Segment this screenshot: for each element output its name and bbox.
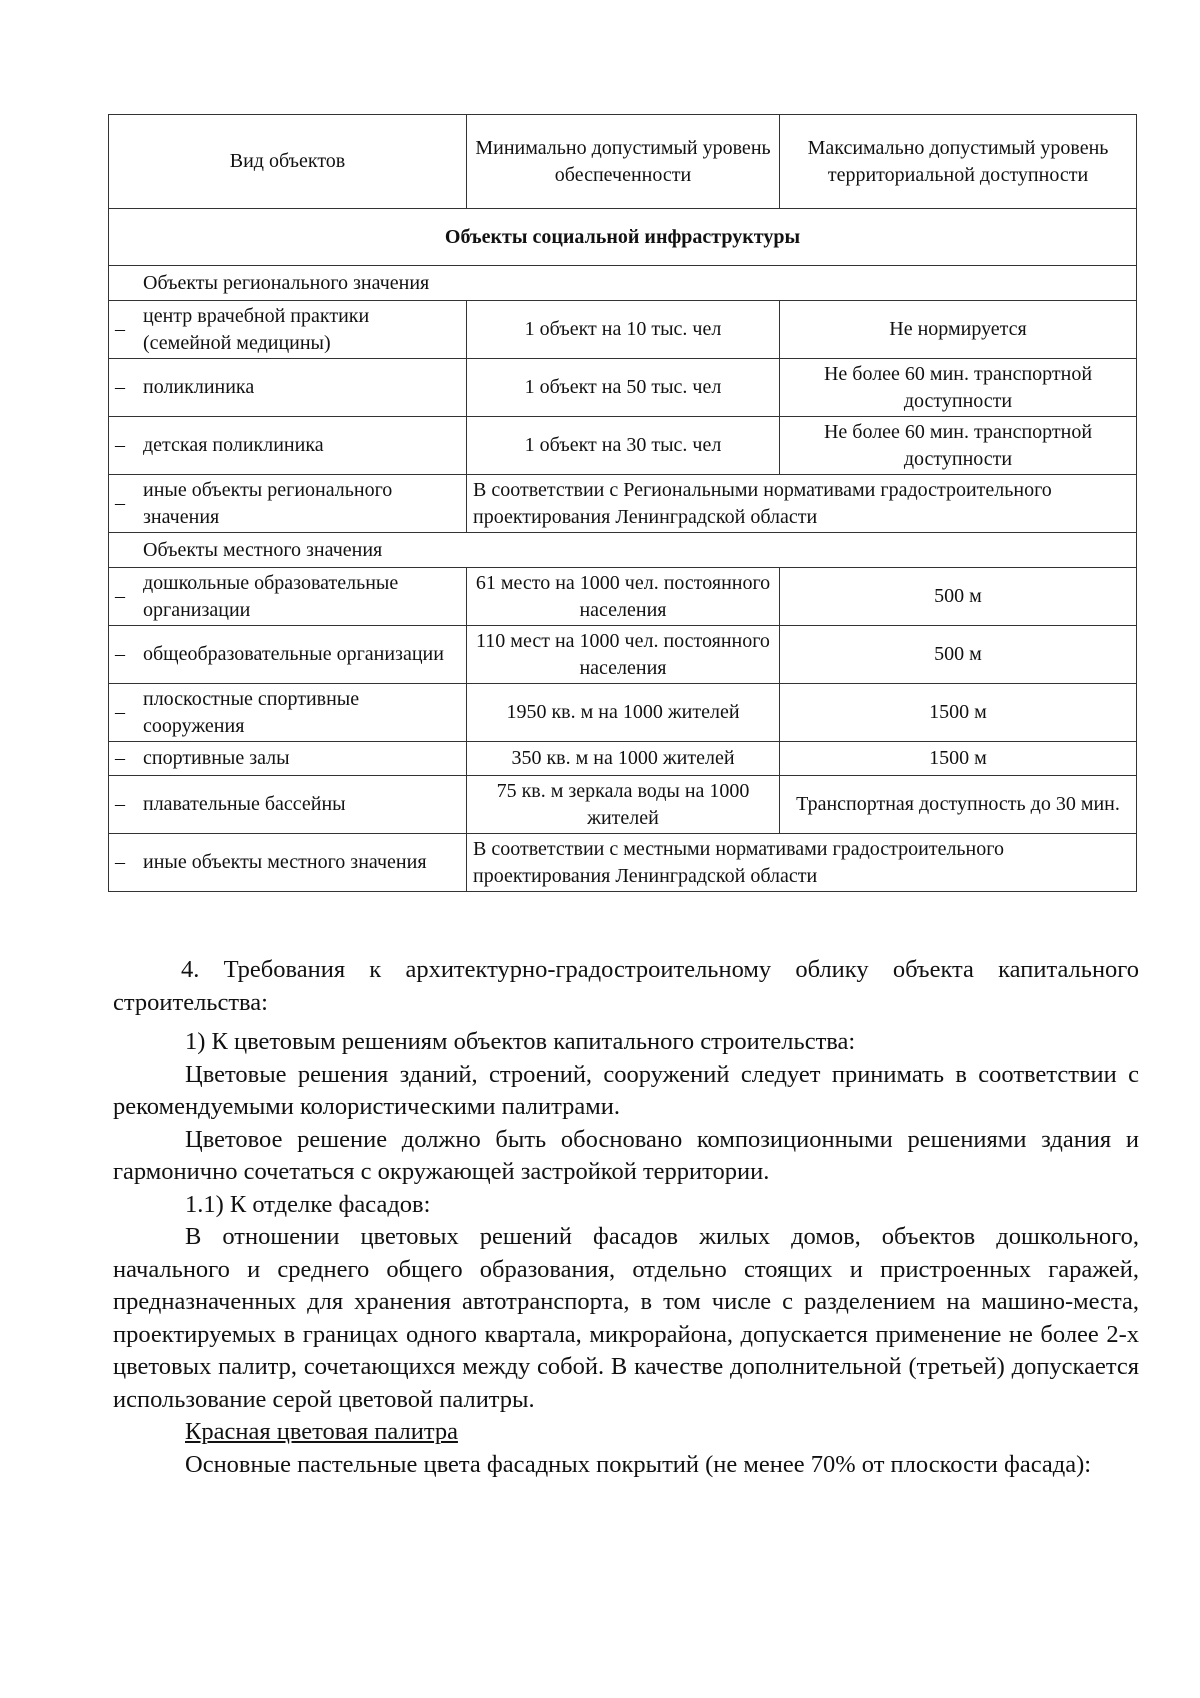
merged-requirement-cell: В соответствии с Региональными нормативами градостроительного проектирования Ленинградской области: [467, 475, 1137, 533]
object-type-label: плавательные бассейны: [143, 793, 346, 815]
object-type-item: [115, 745, 460, 772]
header-cell-min-level: Минимально допустимый уровень обеспеченности: [467, 115, 780, 209]
object-type-cell: [109, 301, 467, 359]
object-type-item: [115, 303, 460, 357]
object-type-item: [115, 849, 460, 876]
max-accessibility-cell: Не более 60 мин. транспортной доступности: [780, 417, 1137, 475]
object-type-cell: [109, 568, 467, 626]
object-type-label: спортивные залы: [143, 747, 290, 769]
object-type-cell: [109, 834, 467, 892]
min-level-cell: 61 место на 1000 чел. постоянного населения: [467, 568, 780, 626]
max-accessibility-cell: 1500 м: [780, 742, 1137, 776]
object-type-cell: [109, 742, 467, 776]
max-accessibility-cell: 500 м: [780, 568, 1137, 626]
object-type-item: [115, 570, 460, 624]
paragraph-color-justification: Цветовое решение должно быть обосновано композиционными решениями здания и гармонично сочетаться с окружающей застройкой территории.: [113, 1125, 1139, 1185]
min-level-cell: 1 объект на 10 тыс. чел: [467, 301, 780, 359]
table-section-row: [109, 209, 1137, 266]
group-title: Объекты регионального значения: [109, 266, 1137, 301]
object-type-label: дошкольные образовательные организации: [143, 571, 399, 621]
object-type-cell: [109, 417, 467, 475]
paragraph-color-solutions-heading: 1) К цветовым решениям объектов капитального строительства:: [185, 1028, 856, 1055]
paragraph-facade-palettes: В отношении цветовых решений фасадов жилых домов, объектов дошкольного, начального и среднего общего образования, отдельно стоящих и пристроенных гаражей, предназначенных для хранения автотранспорта, в том числе с разделением на машино-места, проектируемых в границах одного квартала, микрорайона, допускается применение не более 2-х цветовых палитр, сочетающихся между собой. В качестве дополнительной (третьей) допускается использование серой цветовой палитры.: [113, 1223, 1139, 1413]
object-type-item: [115, 791, 460, 818]
object-type-item: [115, 641, 460, 668]
min-level-cell: 1950 кв. м на 1000 жителей: [467, 684, 780, 742]
object-type-item: [115, 686, 460, 740]
table-row: [109, 834, 1137, 892]
object-type-label: детская поликлиника: [143, 434, 324, 456]
table-row: [109, 776, 1137, 834]
list-dash: –: [115, 643, 125, 665]
requirements-table: [108, 114, 1137, 892]
merged-requirement-cell: В соответствии с местными нормативами градостроительного проектирования Ленинградской области: [467, 834, 1137, 892]
table-row: [109, 417, 1137, 475]
header-cell-max-accessibility: Максимально допустимый уровень территориальной доступности: [780, 115, 1137, 209]
table-header-row: [109, 115, 1137, 209]
list-dash: –: [115, 492, 125, 514]
object-type-cell: [109, 776, 467, 834]
paragraph-section-4: 4. Требования к архитектурно-градостроительному облику объекта капитального строительства:: [113, 956, 1139, 1016]
list-dash: –: [115, 318, 125, 340]
table-row: [109, 684, 1137, 742]
min-level-cell: 75 кв. м зеркала воды на 1000 жителей: [467, 776, 780, 834]
object-type-item: [115, 477, 460, 531]
object-type-cell: [109, 626, 467, 684]
group-title: Объекты местного значения: [109, 533, 1137, 568]
object-type-label: иные объекты местного значения: [143, 851, 427, 873]
object-type-cell: [109, 475, 467, 533]
header-cell-object-type: Вид объектов: [109, 115, 467, 209]
list-dash: –: [115, 701, 125, 723]
list-dash: –: [115, 585, 125, 607]
table-group-row: [109, 266, 1137, 301]
object-type-label: центр врачебной практики (семейной медицины): [143, 304, 370, 354]
max-accessibility-cell: Не более 60 мин. транспортной доступности: [780, 359, 1137, 417]
paragraph-facade-finish-heading: 1.1) К отделке фасадов:: [185, 1190, 431, 1218]
min-level-cell: 350 кв. м на 1000 жителей: [467, 742, 780, 776]
list-dash: –: [115, 434, 125, 456]
red-palette-title: Красная цветовая палитра: [185, 1418, 458, 1445]
max-accessibility-cell: Транспортная доступность до 30 мин.: [780, 776, 1137, 834]
object-type-item: [115, 432, 460, 459]
table-row: [109, 301, 1137, 359]
object-type-label: поликлиника: [143, 376, 255, 398]
min-level-cell: 110 мест на 1000 чел. постоянного населения: [467, 626, 780, 684]
table-row: [109, 475, 1137, 533]
min-level-cell: 1 объект на 30 тыс. чел: [467, 417, 780, 475]
list-dash: –: [115, 376, 125, 398]
paragraph-red-palette-heading: [113, 1416, 1139, 1449]
table-row: [109, 568, 1137, 626]
section-title: Объекты социальной инфраструктуры: [109, 209, 1137, 266]
max-accessibility-cell: 1500 м: [780, 684, 1137, 742]
list-dash: –: [115, 851, 125, 873]
paragraph-pastel-colors: Основные пастельные цвета фасадных покрытий (не менее 70% от плоскости фасада):: [185, 1450, 1092, 1478]
min-level-cell: 1 объект на 50 тыс. чел: [467, 359, 780, 417]
body-text: [113, 954, 1139, 1481]
object-type-label: плоскостные спортивные сооружения: [143, 687, 360, 737]
table-row: [109, 359, 1137, 417]
object-type-label: общеобразовательные организации: [143, 643, 444, 665]
object-type-item: [115, 374, 460, 401]
object-type-cell: [109, 684, 467, 742]
max-accessibility-cell: Не нормируется: [780, 301, 1137, 359]
table-row: [109, 742, 1137, 776]
object-type-label: иные объекты регионального значения: [143, 478, 393, 528]
list-dash: –: [115, 793, 125, 815]
list-dash: –: [115, 747, 125, 769]
table-group-row: [109, 533, 1137, 568]
object-type-cell: [109, 359, 467, 417]
paragraph-color-palettes: Цветовые решения зданий, строений, сооружений следует принимать в соответствии с рекомендуемыми колористическими палитрами.: [113, 1060, 1139, 1120]
table-row: [109, 626, 1137, 684]
max-accessibility-cell: 500 м: [780, 626, 1137, 684]
